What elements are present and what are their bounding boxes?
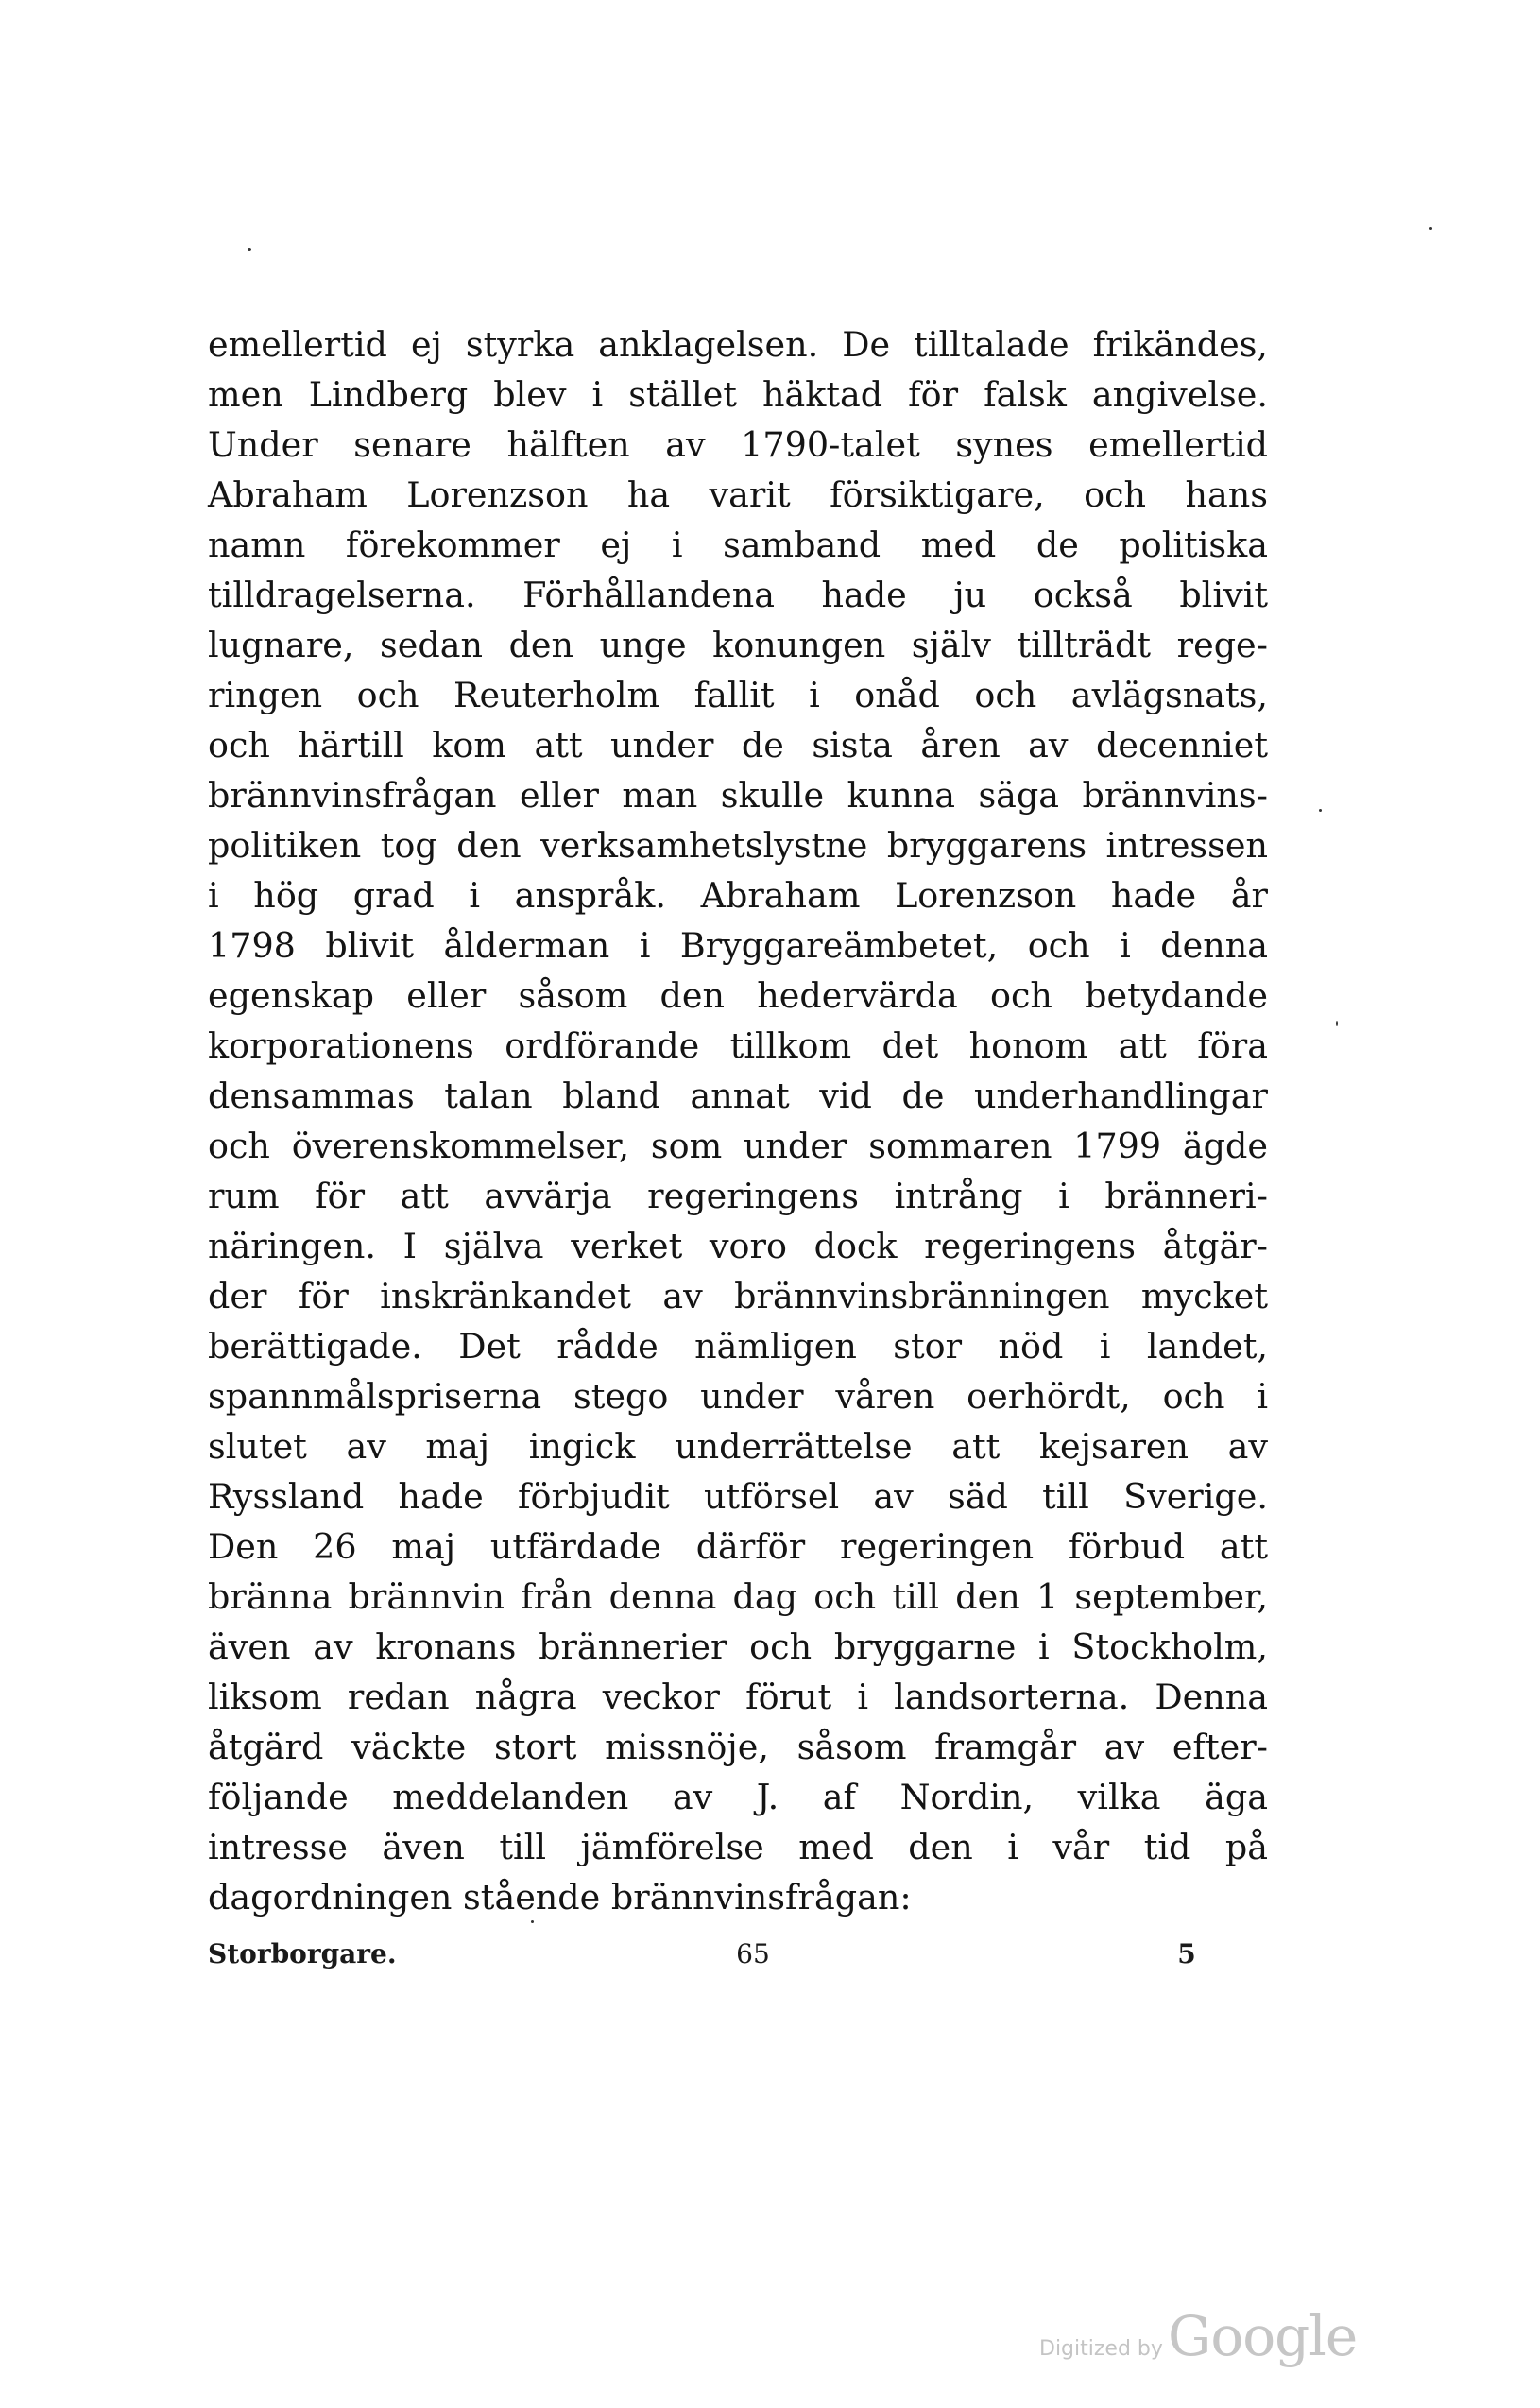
ink-speck	[248, 248, 251, 251]
text-line: lugnare, sedan den unge konungen själv tillträdt rege-	[208, 625, 1268, 665]
text-line: namn förekommer ej i samband med de politiska	[208, 525, 1268, 565]
text-line: men Lindberg blev i stället häktad för falsk angivelse.	[208, 374, 1268, 415]
ink-speck	[1429, 227, 1432, 230]
text-line: ringen och Reuterholm fallit i onåd och avlägsnats,	[208, 675, 1268, 715]
text-line: och härtill kom att under de sista åren av decenniet	[208, 725, 1268, 765]
text-line: der för inskränkandet av brännvinsbränningen mycket	[208, 1276, 1268, 1316]
text-line: Ryssland hade förbjudit utförsel av säd till Sverige.	[208, 1476, 1268, 1517]
text-line: densammas talan bland annat vid de underhandlingar	[208, 1075, 1268, 1116]
text-line: Under senare hälften av 1790-talet synes emellertid	[208, 424, 1268, 465]
ink-speck	[1319, 809, 1322, 812]
text-line: korporationens ordförande tillkom det honom att föra	[208, 1025, 1268, 1066]
watermark-prefix: Digitized by	[1039, 2337, 1163, 2361]
text-line: tilldragelserna. Förhållandena hade ju också blivit	[208, 575, 1268, 615]
text-line: liksom redan några veckor förut i landsorterna. Denna	[208, 1677, 1268, 1717]
text-line: politiken tog den verksamhetslystne bryggarens intressen	[208, 825, 1268, 866]
text-line: egenskap eller såsom den hedervärda och betydande	[208, 975, 1268, 1016]
text-line: Den 26 maj utfärdade därför regeringen förbud att	[208, 1526, 1268, 1567]
text-line: i hög grad i anspråk. Abraham Lorenzson hade år	[208, 875, 1268, 916]
sheet-number: 5	[1177, 1938, 1196, 1969]
ink-speck	[1336, 1021, 1338, 1026]
text-line: och överenskommelser, som under sommaren 1799 ägde	[208, 1126, 1268, 1166]
text-line: slutet av maj ingick underrättelse att kejsaren av	[208, 1426, 1268, 1467]
text-line: 1798 blivit ålderman i Bryggareämbetet, och i denna	[208, 925, 1268, 966]
text-line: spannmålspriserna stego under våren oerhördt, och i	[208, 1376, 1268, 1417]
signature-mark: Storborgare.	[208, 1938, 397, 1969]
text-line: Abraham Lorenzson ha varit försiktigare, och hans	[208, 474, 1268, 515]
text-line: intresse även till jämförelse med den i vår tid på	[208, 1827, 1268, 1867]
page-number: 65	[736, 1938, 770, 1969]
text-line: åtgärd väckte stort missnöje, såsom framgår av efter-	[208, 1727, 1268, 1767]
text-line: bränna brännvin från denna dag och till den 1 september,	[208, 1576, 1268, 1617]
text-line: följande meddelanden av J. af Nordin, vilka äga	[208, 1777, 1268, 1817]
text-line: näringen. I själva verket voro dock regeringens åtgär-	[208, 1226, 1268, 1266]
google-logo: Google	[1168, 2304, 1358, 2368]
text-line: rum för att avvärja regeringens intrång i bränneri-	[208, 1176, 1268, 1216]
digitized-watermark	[1039, 2304, 1379, 2370]
text-line: dagordningen stående brännvinsfrågan:	[208, 1877, 912, 1918]
body-text	[208, 319, 1268, 1922]
text-line: brännvinsfrågan eller man skulle kunna säga brännvins-	[208, 775, 1268, 816]
text-line: berättigade. Det rådde nämligen stor nöd i landet,	[208, 1326, 1268, 1367]
text-line: även av kronans brännerier och bryggarne i Stockholm,	[208, 1626, 1268, 1667]
text-line: emellertid ej styrka anklagelsen. De tilltalade frikändes,	[208, 324, 1268, 365]
